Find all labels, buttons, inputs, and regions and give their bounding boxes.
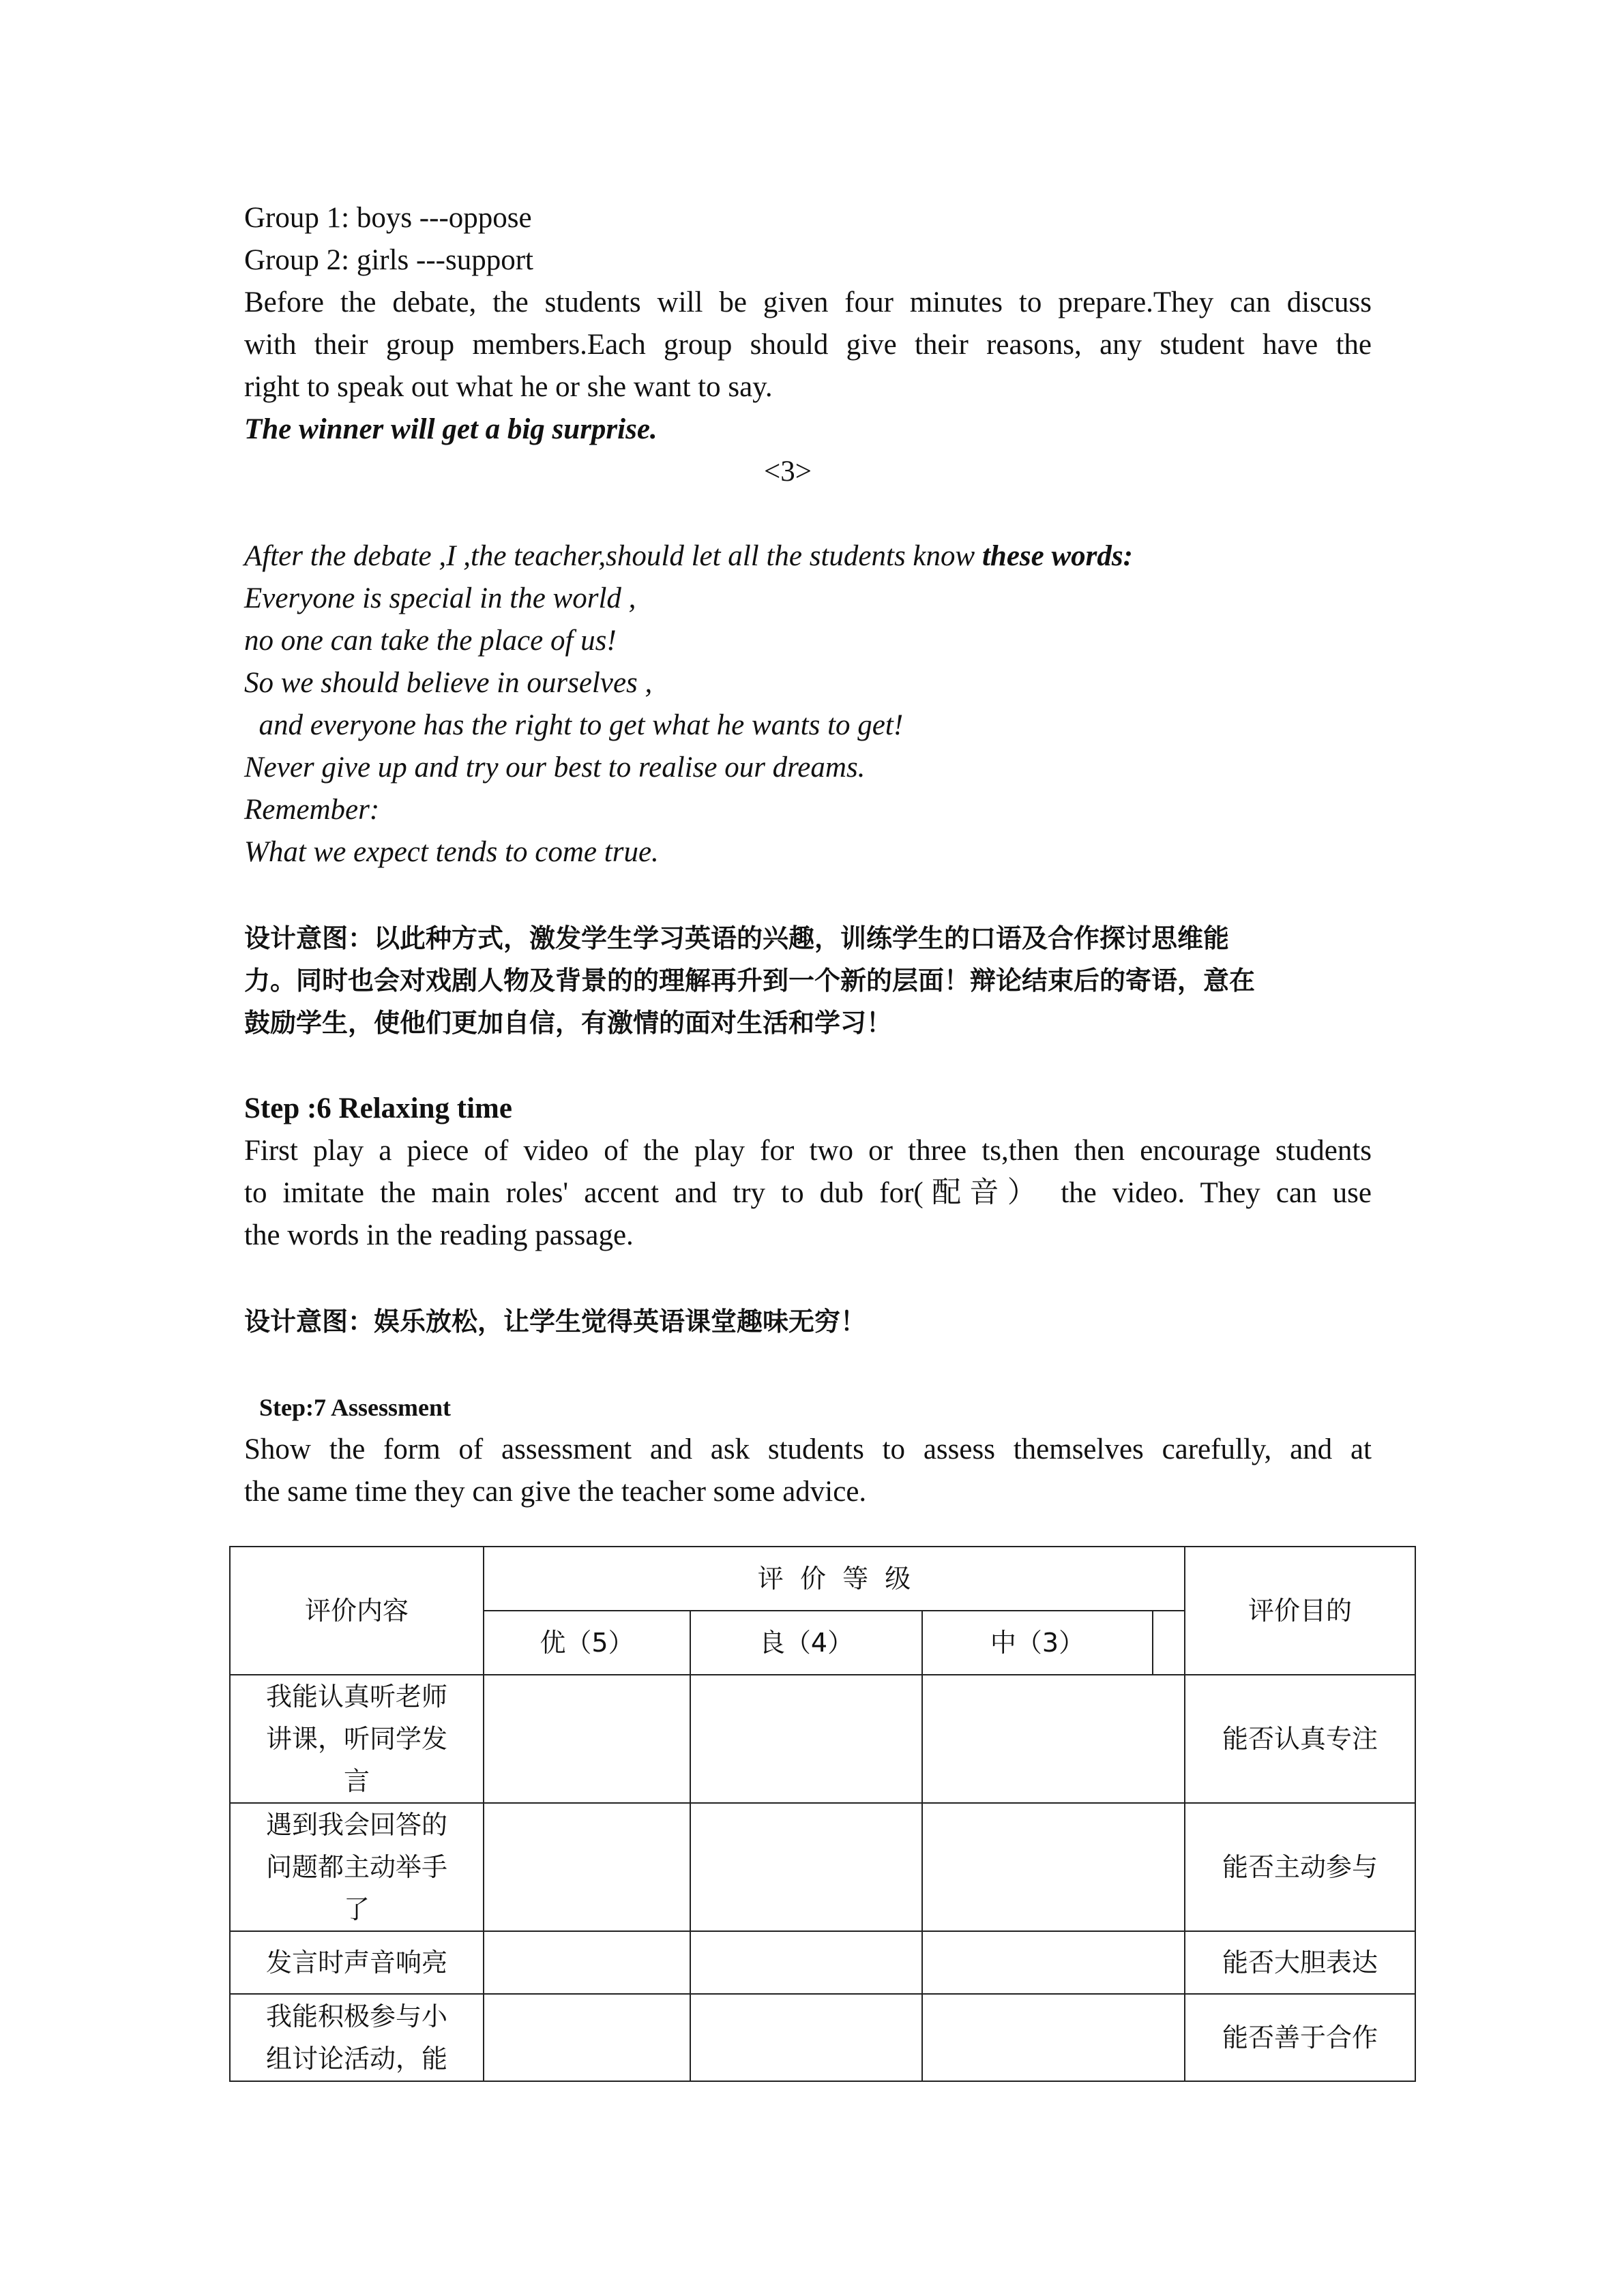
poem-line-7: What we expect tends to come true. [244, 836, 659, 868]
row-1-content-line: 我能认真听老师 [265, 1682, 447, 1712]
after-debate-bold: these words: [981, 540, 1133, 572]
row-4-content [230, 1994, 484, 2081]
after-debate-line [244, 535, 1133, 578]
row-2-purpose: 能否主动参与 [1185, 1803, 1415, 1931]
poem-line-2: no one can take the place of us! [244, 625, 617, 657]
grade-blank-cell [1153, 1611, 1185, 1675]
row-1-grade-good[interactable] [690, 1675, 922, 1803]
poem-line-3: So we should believe in ourselves , [244, 667, 653, 699]
grade-average: 中（3） [922, 1611, 1153, 1675]
row-2-content-line: 问题都主动举手 [265, 1852, 447, 1882]
design-intent-1-line-2: 力。同时也会对戏剧人物及背景的的理解再升到一个新的层面！辩论结束后的寄语，意在 [244, 966, 1256, 996]
debate-intro-line-2: with their group members.Each group should give their reasons, any student have the [244, 329, 1372, 361]
poem-line-1: Everyone is special in the world , [244, 582, 636, 614]
step6-line-3: the words in the reading passage. [244, 1219, 634, 1251]
grade-good: 良（4） [690, 1611, 922, 1675]
group-1-line: Group 1: boys ---oppose [244, 202, 532, 234]
design-intent-1-line-3: 鼓励学生，使他们更加自信，有激情的面对生活和学习！ [244, 1008, 893, 1038]
poem-line-5: Never give up and try our best to realise our dreams. [244, 751, 866, 784]
poem-line-6: Remember: [244, 794, 380, 826]
step6-heading: Step :6 Relaxing time [244, 1092, 512, 1124]
assessment-table [229, 1546, 1416, 2082]
design-intent-2: 设计意图：娱乐放松，让学生觉得英语课堂趣味无穷！ [244, 1307, 867, 1337]
row-1-grade-average[interactable] [922, 1675, 1185, 1803]
debate-intro-line-1: Before the debate, the students will be given four minutes to prepare.They can discuss [244, 286, 1372, 318]
design-intent-1-line-1: 设计意图：以此种方式，激发学生学习英语的兴趣，训练学生的口语及合作探讨思维能 [244, 923, 1230, 953]
header-content: 评价内容 [230, 1547, 484, 1675]
row-3-purpose: 能否大胆表达 [1185, 1931, 1415, 1994]
header-purpose: 评价目的 [1185, 1547, 1415, 1675]
row-3-grade-average[interactable] [922, 1931, 1185, 1994]
row-4-grade-excellent[interactable] [484, 1994, 690, 2081]
page-marker: <3> [764, 456, 812, 488]
row-3-content-line: 发言时声音响亮 [265, 1948, 447, 1978]
row-2-content-line: 遇到我会回答的 [265, 1810, 447, 1840]
row-1-content-line: 言 [343, 1766, 370, 1796]
step6-line-2: to imitate the main roles' accent and try to dub for(配音） the video. They can use [244, 1177, 1372, 1209]
row-1-content-line: 讲课，听同学发 [265, 1724, 447, 1754]
row-1-purpose: 能否认真专注 [1185, 1675, 1415, 1803]
step7-line-1: Show the form of assessment and ask students to assess themselves carefully, and at [244, 1433, 1372, 1465]
header-grade: 评 价 等 级 [484, 1547, 1185, 1611]
row-2-grade-excellent[interactable] [484, 1803, 690, 1931]
row-2-content [230, 1803, 484, 1931]
row-2-grade-average[interactable] [922, 1803, 1185, 1931]
step6-line-1: First play a piece of video of the play for two or three ts,then then encourage students [244, 1135, 1372, 1167]
debate-intro-line-3: right to speak out what he or she want to say. [244, 371, 773, 403]
row-1-grade-excellent[interactable] [484, 1675, 690, 1803]
row-2-content-line: 了 [343, 1894, 370, 1924]
row-4-grade-good[interactable] [690, 1994, 922, 2081]
row-3-grade-excellent[interactable] [484, 1931, 690, 1994]
row-3-content [230, 1931, 484, 1994]
row-1-content [230, 1675, 484, 1803]
row-3-grade-good[interactable] [690, 1931, 922, 1994]
row-4-content-line: 我能积极参与小 [265, 2001, 447, 2031]
after-debate-intro: After the debate ,I ,the teacher,should let all the students know [244, 540, 982, 572]
row-4-purpose: 能否善于合作 [1185, 1994, 1415, 2081]
step7-heading: Step:7 Assessment [259, 1394, 452, 1421]
poem-line-4: and everyone has the right to get what he wants to get! [244, 709, 904, 741]
step7-line-2: the same time they can give the teacher some advice. [244, 1476, 867, 1508]
grade-excellent: 优（5） [484, 1611, 690, 1675]
winner-line: The winner will get a big surprise. [244, 413, 658, 445]
row-2-grade-good[interactable] [690, 1803, 922, 1931]
group-2-line: Group 2: girls ---support [244, 244, 533, 276]
row-4-content-line: 组讨论活动，能 [265, 2044, 447, 2074]
row-4-grade-average[interactable] [922, 1994, 1185, 2081]
